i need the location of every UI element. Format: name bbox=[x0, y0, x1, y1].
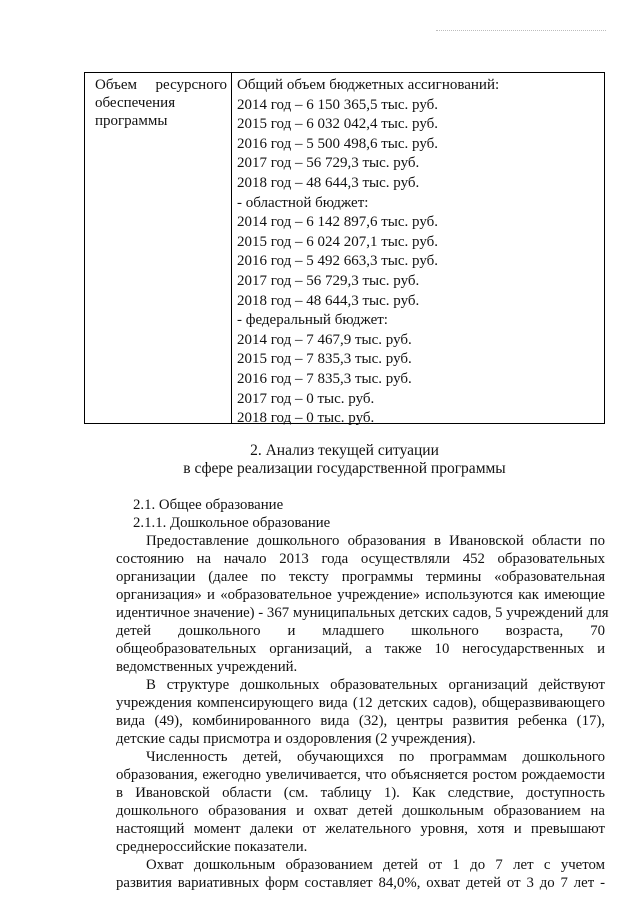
budget-line: 2016 год – 7 835,3 тыс. руб. bbox=[237, 370, 412, 387]
label-line-3: программы bbox=[95, 113, 168, 129]
paragraph-line: ведомственных учреждений. bbox=[116, 659, 298, 675]
budget-line: 2014 год – 6 150 365,5 тыс. руб. bbox=[237, 96, 439, 113]
subsection-2-1: 2.1. Общее образование bbox=[133, 497, 284, 513]
table-label bbox=[95, 76, 227, 130]
label-word-2: ресурсного bbox=[155, 77, 227, 93]
section-title-line-1: 2. Анализ текущей ситуации bbox=[250, 442, 439, 459]
budget-line: 2015 год – 6 024 207,1 тыс. руб. bbox=[237, 233, 439, 250]
section-title-line-2: в сфере реализации государственной программы bbox=[183, 460, 506, 477]
budget-line: 2014 год – 6 142 897,6 тыс. руб. bbox=[237, 214, 439, 231]
subsection-2-1-1: 2.1.1. Дошкольное образование bbox=[133, 515, 331, 531]
budget-line: Общий объем бюджетных ассигнований: bbox=[237, 77, 500, 93]
column-divider bbox=[231, 73, 232, 423]
paragraph-line: организация» и «образовательное учреждение» используются как имеющие bbox=[116, 587, 605, 603]
paragraph-line: среднероссийские показатели. bbox=[116, 839, 308, 855]
budget-line: 2017 год – 56 729,3 тыс. руб. bbox=[237, 155, 420, 172]
paragraph-line: в Ивановской области (см. таблицу 1). Как следствие, доступность bbox=[116, 785, 605, 801]
paragraph-line: настоящий момент далеки от желательного уровня, хотя и превышают bbox=[116, 821, 605, 837]
section-heading bbox=[84, 442, 605, 478]
paragraph-line: идентичное значение) - 367 муниципальных детских садов, 5 учреждений для bbox=[116, 605, 609, 621]
budget-line: 2017 год – 56 729,3 тыс. руб. bbox=[237, 272, 420, 289]
paragraph-line: образования, ежегодно увеличивается, что объясняется ростом рождаемости bbox=[116, 767, 605, 783]
budget-lines bbox=[237, 76, 600, 429]
budget-line: - федеральный бюджет: bbox=[237, 312, 388, 329]
paragraph-line: состоянию на начало 2013 года осуществляли 452 образовательных bbox=[116, 551, 605, 567]
budget-line: 2014 год – 7 467,9 тыс. руб. bbox=[237, 331, 412, 348]
paragraph-line: детские сады присмотра и оздоровления (2 учреждения). bbox=[116, 731, 476, 747]
label-line-2: обеспечения bbox=[95, 95, 176, 111]
paragraph-line: детей дошкольного и младшего школьного возраста, 70 bbox=[116, 623, 605, 639]
paragraph-line: Охват дошкольным образованием детей от 1 до 7 лет с учетом bbox=[146, 857, 605, 873]
budget-line: 2018 год – 48 644,3 тыс. руб. bbox=[237, 174, 420, 191]
budget-line: 2017 год – 0 тыс. руб. bbox=[237, 390, 375, 407]
budget-line: 2018 год – 48 644,3 тыс. руб. bbox=[237, 292, 420, 309]
paragraph-line: вида (49), комбинированного вида (32), центры развития ребенка (17), bbox=[116, 713, 605, 729]
paragraph-line: организации (далее по тексту программы термины «образовательная bbox=[116, 569, 605, 585]
budget-line: 2016 год – 5 500 498,6 тыс. руб. bbox=[237, 135, 439, 152]
scan-mark bbox=[436, 30, 606, 31]
budget-line: 2015 год – 7 835,3 тыс. руб. bbox=[237, 351, 412, 368]
budget-line: 2015 год – 6 032 042,4 тыс. руб. bbox=[237, 116, 439, 133]
budget-line: 2016 год – 5 492 663,3 тыс. руб. bbox=[237, 253, 439, 270]
paragraph-line: Предоставление дошкольного образования в Ивановской области по bbox=[146, 533, 605, 549]
budget-line: 2018 год – 0 тыс. руб. bbox=[237, 410, 375, 427]
paragraph-line: развития вариативных форм составляет 84,0%, охват детей от 3 до 7 лет - bbox=[116, 875, 605, 891]
paragraph-line: Численность детей, обучающихся по программам дошкольного bbox=[146, 749, 605, 765]
paragraph-line: общеобразовательных организаций, а также 10 негосударственных и bbox=[116, 641, 605, 657]
paragraph-line: дошкольного образования и охват детей дошкольным образованием на bbox=[116, 803, 605, 819]
label-word-1: Объем bbox=[95, 77, 137, 93]
paragraph-line: учреждения компенсирующего вида (12 детских садов), общеразвивающего bbox=[116, 695, 605, 711]
paragraph-line: В структуре дошкольных образовательных организаций действуют bbox=[146, 677, 605, 693]
resource-table bbox=[84, 72, 605, 427]
budget-line: - областной бюджет: bbox=[237, 194, 369, 211]
